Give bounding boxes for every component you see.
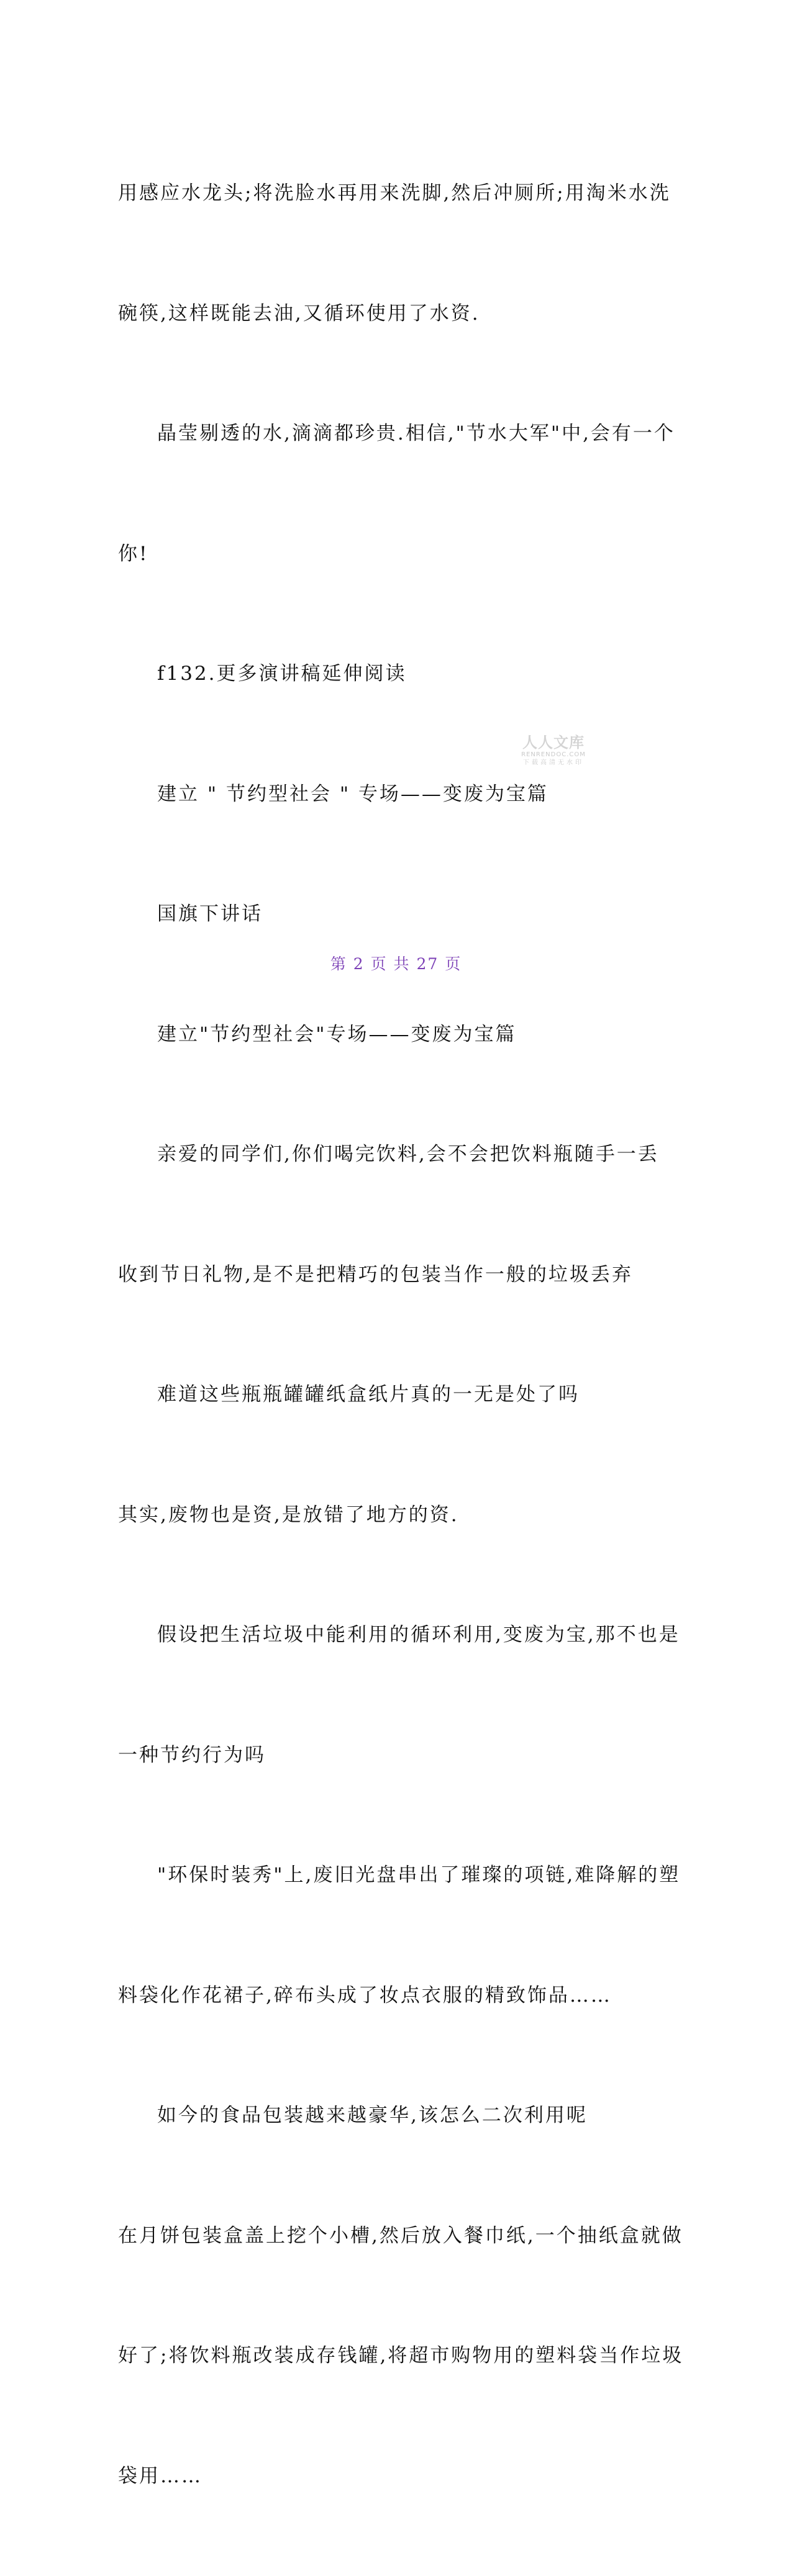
text-line: "环保时装秀"上,废旧光盘串出了璀璨的项链,难降解的塑: [157, 1864, 681, 1886]
text-line: 你!: [118, 542, 149, 565]
article-subtitle: 国旗下讲话: [157, 903, 263, 925]
article-title: 建立 " 节约型社会 " 专场——变废为宝篇: [157, 782, 548, 805]
text-line: 收到节日礼物,是不是把精巧的包装当作一般的垃圾丢弃: [118, 1263, 633, 1286]
watermark-tagline: 下载高清无水印: [523, 759, 584, 766]
page-number-footer: 第 2 页 共 27 页: [330, 955, 462, 973]
section-heading: f132.更多演讲稿延伸阅读: [157, 662, 407, 685]
text-line: 晶莹剔透的水,滴滴都珍贵.相信,"节水大军"中,会有一个: [157, 422, 675, 445]
text-line: 好了;将饮料瓶改装成存钱罐,将超市购物用的塑料袋当作垃圾: [118, 2344, 684, 2367]
text-line: 用感应水龙头;将洗脸水再用来洗脚,然后冲厕所;用淘米水洗: [118, 182, 671, 204]
article-title-repeat: 建立"节约型社会"专场——变废为宝篇: [157, 1023, 517, 1046]
text-line: 碗筷,这样既能去油,又循环使用了水资.: [118, 302, 480, 325]
text-line: 假设把生活垃圾中能利用的循环利用,变废为宝,那不也是: [157, 1624, 680, 1646]
text-line: 一种节约行为吗: [118, 1743, 266, 1766]
watermark-domain: RENRENDOC.COM: [521, 751, 586, 758]
document-body: [118, 93, 684, 2576]
text-line: 在月饼包装盒盖上挖个小槽,然后放入餐巾纸,一个抽纸盒就做: [118, 2224, 683, 2247]
text-line: 料袋化作花裙子,碎布头成了妆点衣服的精致饰品……: [118, 1984, 612, 2007]
watermark-logo-text: 人人文库: [522, 734, 585, 751]
text-line: 其实,废物也是资,是放错了地方的资.: [118, 1503, 459, 1526]
text-line: 如今的食品包装越来越豪华,该怎么二次利用呢: [157, 2104, 588, 2126]
text-line: 难道这些瓶瓶罐罐纸盒纸片真的一无是处了吗: [157, 1383, 580, 1406]
watermark-logo: [513, 734, 594, 767]
text-line: 袋用……: [118, 2464, 203, 2487]
text-line: 亲爱的同学们,你们喝完饮料,会不会把饮料瓶随手一丢: [157, 1143, 659, 1165]
